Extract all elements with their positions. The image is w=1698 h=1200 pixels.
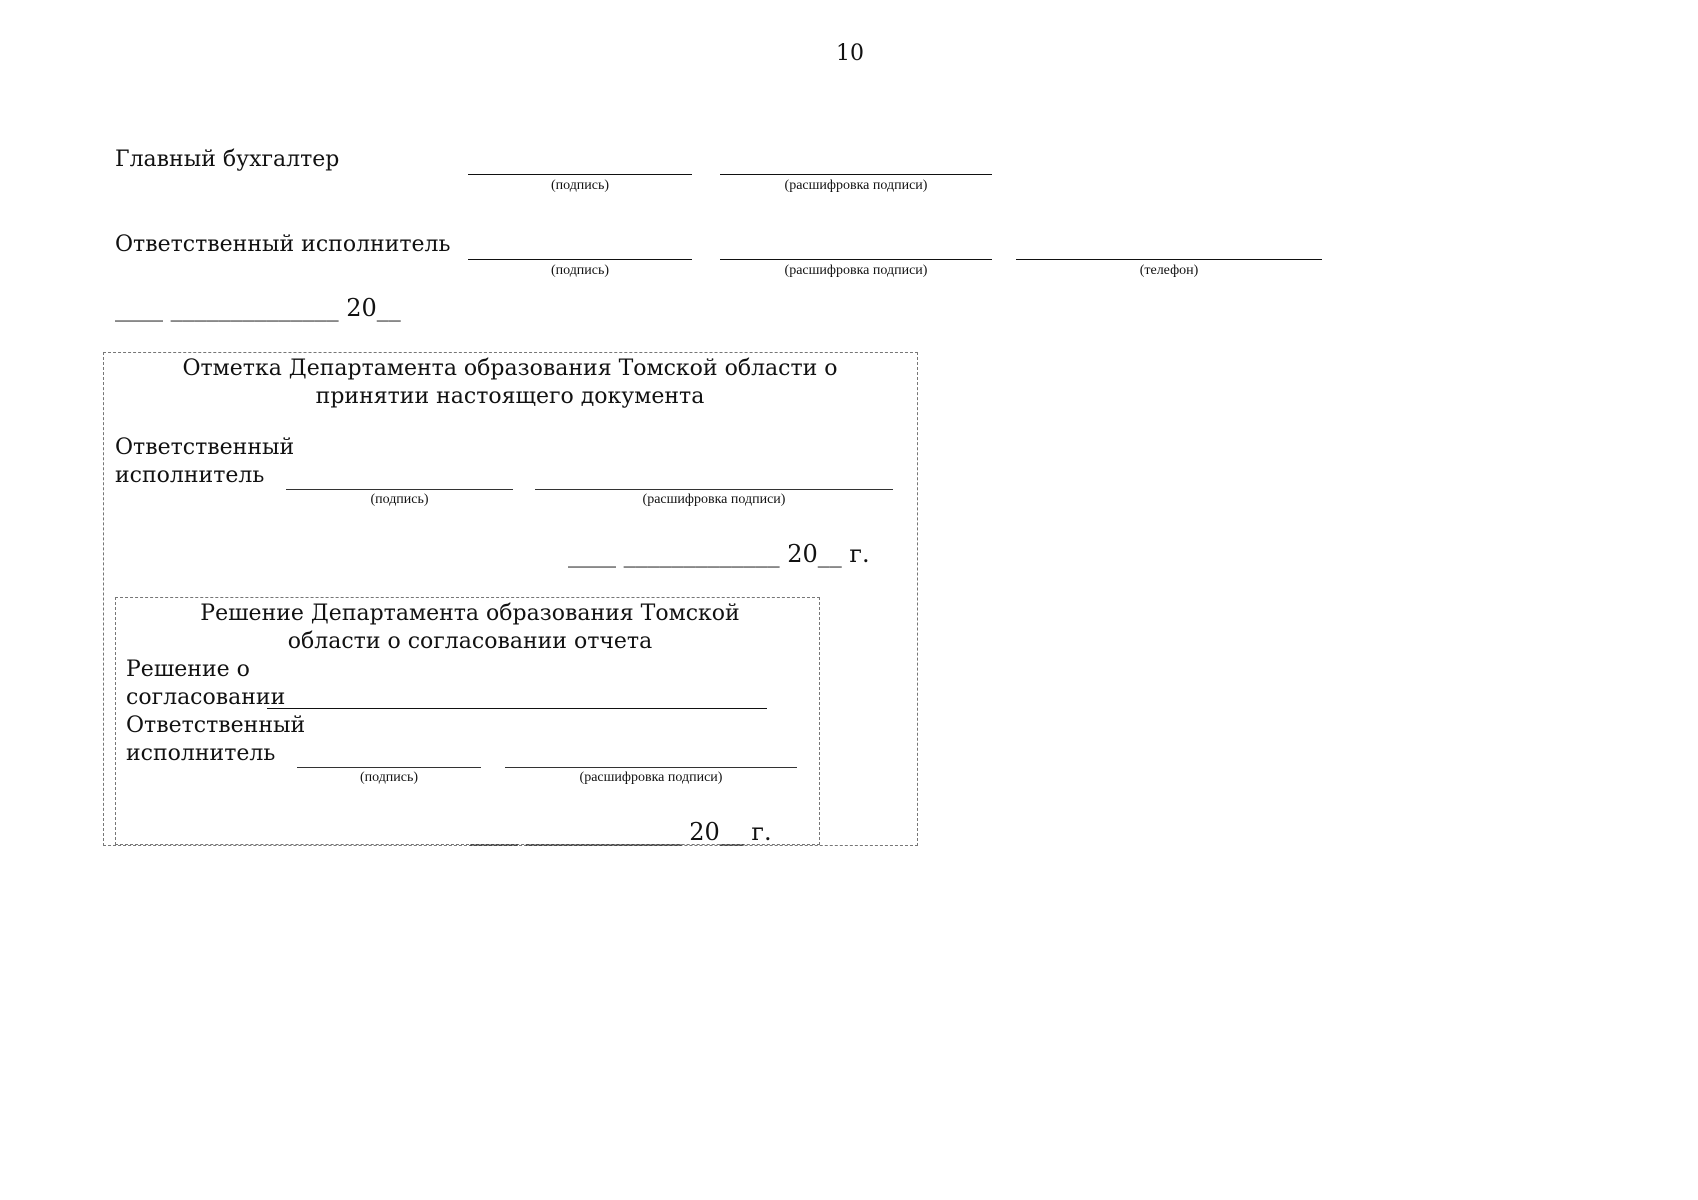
department-decision-title: Решение Департамента образования Томской области о согласовании отчета: [200, 601, 740, 654]
executor-signature-caption: (подпись): [550, 263, 610, 278]
chief-accountant-decryption-line[interactable]: [720, 174, 992, 175]
chief-accountant-label: Главный бухгалтер: [115, 147, 340, 172]
executor-signature-line[interactable]: [468, 259, 692, 260]
department-mark-decryption-line[interactable]: [535, 489, 893, 490]
executor-label: Ответственный исполнитель: [115, 232, 451, 257]
chief-accountant-decryption-caption: (расшифровка подписи): [784, 178, 928, 193]
department-decision-signature-line[interactable]: [297, 767, 481, 768]
executor-phone-caption: (телефон): [1139, 263, 1199, 278]
department-decision-signature-caption: (подпись): [359, 770, 419, 785]
department-mark-decryption-caption: (расшифровка подписи): [642, 492, 786, 507]
department-decision-line[interactable]: [267, 708, 767, 709]
department-decision-executor-label: Ответственный исполнитель: [126, 713, 306, 766]
department-mark-date[interactable]: ____ _____________ 20__ г.: [568, 540, 870, 568]
department-mark-signature-line[interactable]: [286, 489, 513, 490]
chief-accountant-signature-caption: (подпись): [550, 178, 610, 193]
department-mark-executor-label: Ответственный исполнитель: [115, 435, 295, 488]
department-mark-signature-caption: (подпись): [370, 492, 429, 507]
executor-decryption-caption: (расшифровка подписи): [784, 263, 928, 278]
department-mark-title: Отметка Департамента образования Томской области о принятии настоящего документа: [182, 356, 838, 409]
executor-phone-line[interactable]: [1016, 259, 1322, 260]
page-number: 10: [836, 41, 864, 66]
department-decision-label: Решение о согласовании: [126, 657, 286, 710]
chief-accountant-signature-line[interactable]: [468, 174, 692, 175]
department-decision-decryption-caption: (расшифровка подписи): [579, 770, 723, 785]
department-decision-date[interactable]: ____ _____________ 20__ г.: [470, 818, 772, 846]
department-decision-decryption-line[interactable]: [505, 767, 797, 768]
date-line[interactable]: ____ ______________ 20__: [115, 294, 401, 322]
executor-decryption-line[interactable]: [720, 259, 992, 260]
